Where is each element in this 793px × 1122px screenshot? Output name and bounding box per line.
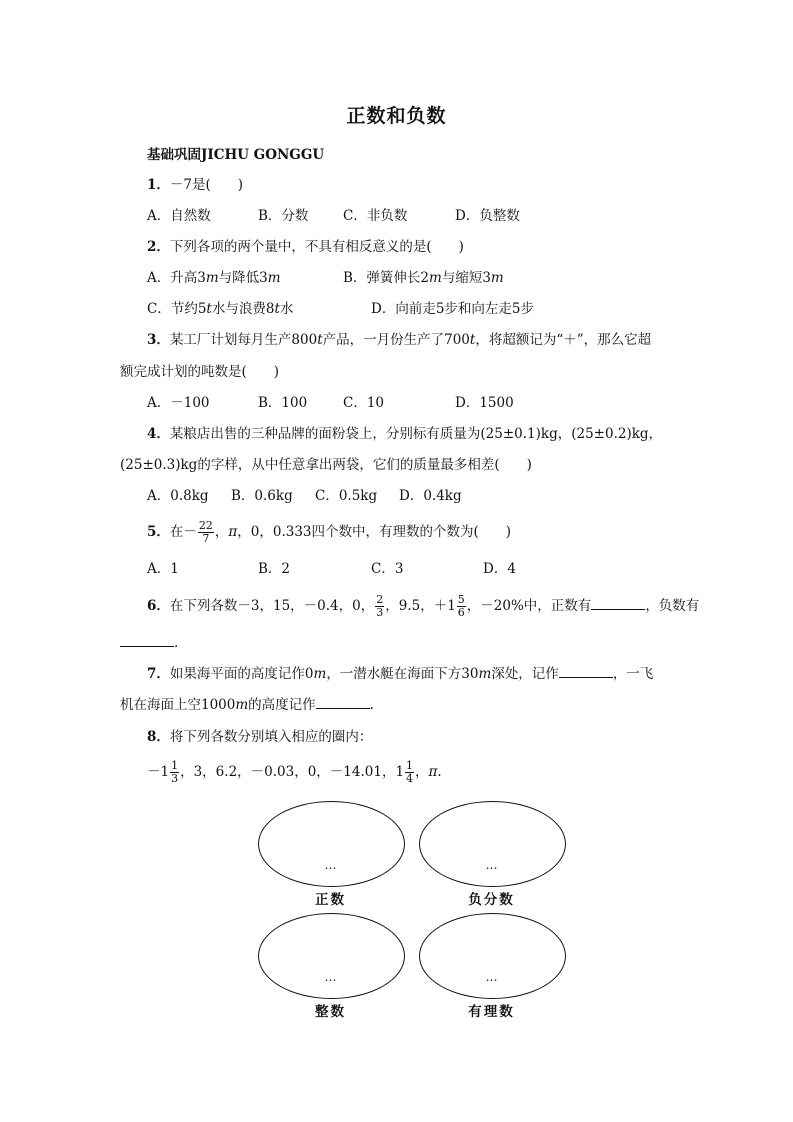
q5-option-d: D．4 [483,561,516,577]
question-number: 1． [147,177,170,193]
q3-option-a: A．－100 [147,395,210,411]
answer-blank [591,595,645,610]
ellipsis: … [485,858,498,872]
circle-label-positive: 正数 [315,892,346,908]
circle-label-rational: 有理数 [468,1004,515,1020]
question-text: －7是( ) [169,177,244,193]
q1-option-b: B．分数 [258,208,309,224]
q3-option-d: D．1500 [455,395,514,411]
circle-label-integers: 整数 [315,1004,346,1020]
question-3-line-1: 3．某工厂计划每月生产800t产品，一月份生产了700t，将超额记为“＋”，那么它超 [147,332,652,348]
q3-option-c: C．10 [343,395,385,411]
answer-blank [559,663,613,678]
question-number: 7． [147,666,170,682]
question-number: 5． [147,524,170,540]
question-2 [147,237,464,257]
question-6-line-2: . [120,632,178,653]
question-7-line-1: 7．如果海平面的高度记作0m，一潜水艇在海面下方30m深处，记作 ，一飞 [147,663,653,684]
q4-option-a: A．0.8kg [147,488,209,504]
question-5: 5．在－ $\frac{22}{7}$ ，π，0，0.333四个数中，有理数的个数为( ) [147,519,512,545]
ellipsis: … [324,858,337,872]
question-4-line-1: 4．某粮店出售的三种品牌的面粉袋上，分别标有质量为(25±0.1)kg，(25±0.2)kg， [147,426,663,442]
q1-option-c: C．非负数 [343,208,408,224]
rational-numbers-circle [419,913,566,999]
answer-blank [316,694,370,709]
fraction: $\frac{1}{4}$ [406,759,414,785]
fraction: $\frac{22}{7}$ [198,519,213,545]
question-number: 3． [147,332,170,348]
question-6-line-1: 6．在下列各数－3，15，－0.4，0， $\frac{2}{3}$ ，9.5，＋1 $\frac{5}{6}$ ，－20%中，正数有 ，负数有 [147,593,700,619]
question-number: 8． [147,729,170,745]
negative-fractions-circle [419,801,566,887]
q3-option-b: B．100 [258,395,308,411]
question-8: 8．将下列各数分别填入相应的圈内： [147,729,373,745]
question-4-line-2: (25±0.3)kg的字样，从中任意拿出两袋，它们的质量最多相差( ) [120,457,532,473]
q2-option-c: C．节约5t水与浪费8t水 [147,301,294,317]
ellipsis: … [324,970,337,984]
circle-label-negative-fractions: 负分数 [468,892,515,908]
integers-circle [258,913,405,999]
section-heading: 基础巩固JICHU GONGGU [147,147,325,163]
q5-option-c: C．3 [371,561,404,577]
q5-option-a: A．1 [147,561,179,577]
q1-option-a: A．自然数 [147,208,211,224]
question-1 [147,175,243,195]
q2-option-a: A．升高3m与降低3m [147,270,281,286]
fraction: $\frac{1}{3}$ [171,759,179,785]
q4-option-d: D．0.4kg [399,488,462,504]
question-text: 下列各项的两个量中，不具有相反意义的是( ) [169,239,464,255]
positive-numbers-circle [258,801,405,887]
answer-blank [120,632,174,647]
q4-option-c: C．0.5kg [315,488,378,504]
q2-option-d: D．向前走5步和向左走5步 [371,301,535,317]
question-3-line-2: 额完成计划的吨数是( ) [120,364,280,380]
q4-option-b: B．0.6kg [231,488,293,504]
fraction: $\frac{5}{6}$ [457,593,465,619]
q1-option-d: D．负整数 [455,208,520,224]
question-8-numbers: －1 $\frac{1}{3}$ ，3，6.2，－0.03，0，－14.01，1 $\frac{1}{4}$ ，π. [147,759,442,785]
q5-option-b: B．2 [258,561,291,577]
question-number: 6． [147,598,170,614]
fraction: $\frac{2}{3}$ [376,593,384,619]
question-7-line-2: 机在海面上空1000m的高度记作 . [120,694,374,715]
question-number: 2． [147,239,170,255]
ellipsis: … [485,970,498,984]
page-title: 正数和负数 [346,105,447,127]
question-number: 4． [147,426,170,442]
q2-option-b: B．弹簧伸长2m与缩短3m [343,270,504,286]
